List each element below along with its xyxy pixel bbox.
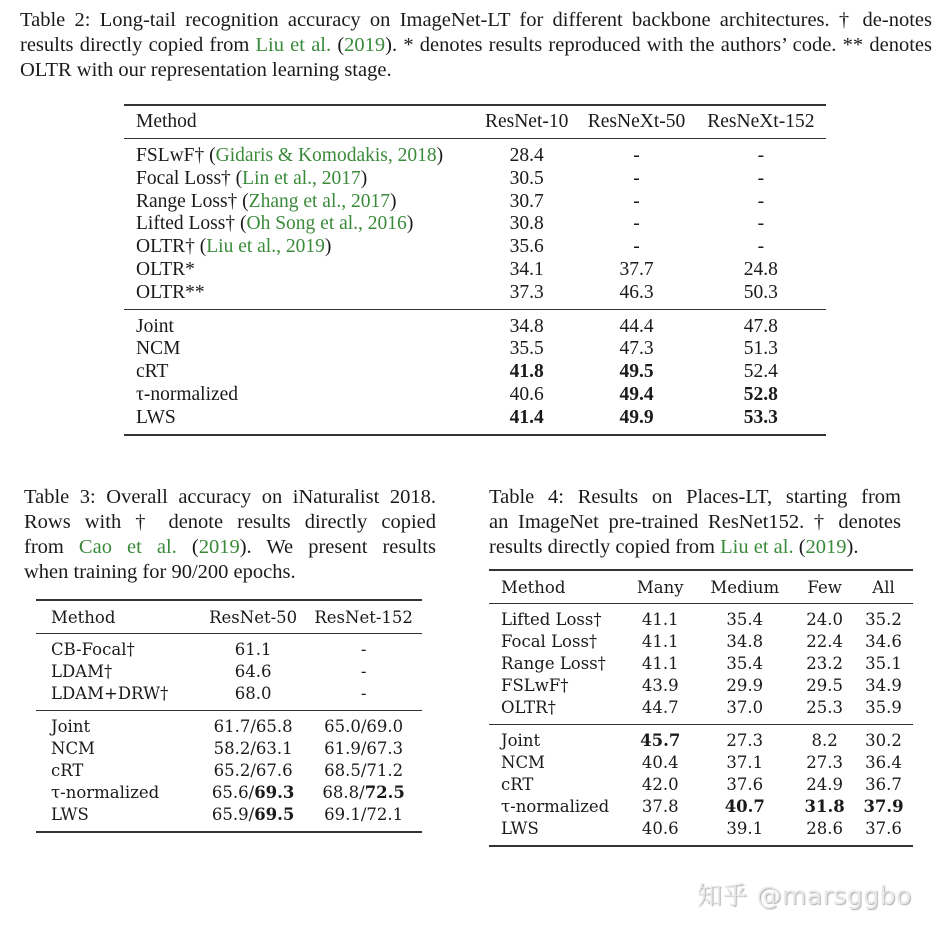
table3-caption-line3 <box>24 535 436 560</box>
slash: / <box>248 805 255 824</box>
value-cell: 44.4 <box>619 315 654 337</box>
paren: ( <box>235 213 247 235</box>
value-cell: 35.5 <box>509 338 544 360</box>
method-citation[interactable]: Gidaris & Komodakis, 2018 <box>215 145 437 166</box>
table-row <box>124 236 826 259</box>
method-cell <box>124 139 476 168</box>
table4-ours-group <box>489 725 913 847</box>
table3-baselines-group <box>36 634 422 711</box>
value-cell: 28.4 <box>509 145 544 166</box>
method-name: Range Loss† <box>501 654 606 673</box>
value-cell: 30.5 <box>509 167 544 189</box>
method-name: Joint <box>51 717 91 736</box>
method-cell <box>124 191 476 214</box>
table-row <box>124 361 826 384</box>
value-cell: 36.4 <box>865 753 902 772</box>
value-cell: 27.3 <box>806 753 843 772</box>
value-cell: 27.3 <box>726 731 764 750</box>
table4-header-medium: Medium <box>710 577 780 597</box>
table-row <box>124 191 826 214</box>
table-row <box>489 752 913 774</box>
table3 <box>36 599 422 833</box>
value-cell: 34.8 <box>509 315 544 337</box>
table-row <box>489 818 913 846</box>
method-cell <box>124 259 476 282</box>
value-cell: - <box>633 167 640 189</box>
paren: ( <box>793 536 806 558</box>
table-row <box>36 683 422 711</box>
paren: ) <box>360 167 368 189</box>
slash: / <box>250 717 256 736</box>
paren: ) <box>324 236 332 258</box>
value-secondary: 67.6 <box>255 761 293 780</box>
value-cell: 37.3 <box>509 281 544 303</box>
value-cell-r50 <box>201 804 305 832</box>
method-cell <box>36 760 201 782</box>
table-row <box>489 725 913 753</box>
value-cell: - <box>757 190 765 212</box>
table2-header-method: Method <box>136 111 197 132</box>
table2-caption-suffix: ). * denotes results reproduced with the authors’ code. ** denotes OLTR with our representation learning stage. <box>20 34 932 81</box>
table3-caption-citation-year[interactable]: 2019 <box>198 536 240 558</box>
table2-header-row <box>124 105 826 139</box>
value-cell: 35.1 <box>865 654 902 673</box>
table-row <box>124 384 826 407</box>
value-cell: 40.7 <box>724 797 765 816</box>
value-cell: 8.2 <box>811 731 838 750</box>
method-cell <box>124 282 476 309</box>
value-cell-r152 <box>305 804 422 832</box>
value-cell: 47.3 <box>619 338 654 360</box>
value-cell-r152 <box>305 760 422 782</box>
table-row <box>489 675 913 697</box>
method-cell <box>124 213 476 236</box>
value-cell: - <box>633 145 640 166</box>
method-name: CB-Focal† <box>51 640 135 659</box>
value-cell: 41.1 <box>641 610 679 629</box>
value-cell: 30.8 <box>509 213 544 235</box>
table-row <box>36 738 422 760</box>
method-name: OLTR** <box>136 281 205 303</box>
method-name: LWS <box>136 406 176 428</box>
table-row <box>124 139 826 168</box>
method-name: LDAM+DRW† <box>51 684 169 703</box>
table3-caption <box>24 485 436 585</box>
method-cell <box>489 604 626 632</box>
paren: ( <box>230 167 243 189</box>
value-cell: - <box>757 167 765 189</box>
value-cell: 51.3 <box>743 338 778 360</box>
method-cell <box>36 804 201 832</box>
value-cell: 23.2 <box>806 654 843 673</box>
value-cell: 29.5 <box>806 676 843 695</box>
value-cell: 34.8 <box>726 632 764 651</box>
slash: / <box>360 805 367 824</box>
method-cell <box>489 818 626 846</box>
table4-header-method: Method <box>501 577 566 597</box>
method-cell <box>124 407 476 435</box>
value-cell: 37.6 <box>726 775 764 794</box>
value-cell-r152 <box>305 711 422 739</box>
value-cell: 35.9 <box>865 698 902 717</box>
value-cell: 49.5 <box>619 361 654 383</box>
value-cell: 34.6 <box>865 632 902 651</box>
method-name: Focal Loss† <box>501 632 598 651</box>
value-cell: 37.6 <box>865 819 902 838</box>
table-row <box>124 213 826 236</box>
table4-caption <box>489 485 901 560</box>
value-primary: 65.2 <box>213 761 251 780</box>
value-cell: 64.6 <box>234 662 272 681</box>
method-cell <box>489 675 626 697</box>
value-cell: 40.6 <box>509 383 544 405</box>
value-secondary: 69.3 <box>254 783 295 802</box>
method-name: LDAM† <box>51 662 113 681</box>
table-row <box>489 604 913 632</box>
paren: ( <box>176 536 199 558</box>
method-cell <box>124 384 476 407</box>
slash: / <box>359 783 365 802</box>
value-cell: 40.6 <box>641 819 679 838</box>
method-name: Focal Loss† <box>136 167 231 189</box>
method-cell <box>489 752 626 774</box>
value-cell: 41.8 <box>509 361 544 383</box>
value-secondary: 65.8 <box>255 717 293 736</box>
value-cell: 49.9 <box>619 406 654 428</box>
table-row <box>124 338 826 361</box>
value-cell: 41.1 <box>641 654 679 673</box>
method-name: NCM <box>51 739 95 758</box>
method-cell <box>489 631 626 653</box>
value-cell: 53.3 <box>743 406 778 428</box>
method-cell <box>36 711 201 739</box>
paren: ( <box>331 34 345 56</box>
text: from <box>24 536 79 558</box>
method-cell <box>36 661 201 683</box>
value-cell: 25.3 <box>806 698 843 717</box>
value-cell-r152 <box>305 782 422 804</box>
text: ). We present results <box>239 536 437 558</box>
value-cell: 24.0 <box>806 610 843 629</box>
slash: / <box>248 783 255 802</box>
method-name: cRT <box>136 361 169 383</box>
value-primary: 65.9 <box>211 805 249 824</box>
method-cell <box>36 782 201 804</box>
value-primary: 65.6 <box>211 783 249 802</box>
method-name: NCM <box>501 753 545 772</box>
value-secondary: 67.3 <box>366 739 404 758</box>
value-cell: - <box>757 213 765 235</box>
method-cell <box>124 361 476 384</box>
value-cell: 35.6 <box>509 236 544 258</box>
value-cell: 35.4 <box>726 654 764 673</box>
method-name: OLTR† <box>501 698 556 717</box>
method-name: OLTR* <box>136 258 195 280</box>
value-cell: - <box>633 190 640 212</box>
table4-caption-line3 <box>489 535 901 560</box>
value-secondary: 69.0 <box>366 717 404 736</box>
table4-caption-citation-author[interactable]: Liu et al. <box>720 536 794 558</box>
method-cell <box>124 168 476 191</box>
table-row <box>489 796 913 818</box>
table-row <box>36 760 422 782</box>
table-row <box>489 774 913 796</box>
method-cell <box>489 725 626 753</box>
table3-header-resnet152: ResNet-152 <box>314 607 413 627</box>
value-cell: 22.4 <box>806 632 843 651</box>
value-cell: 31.8 <box>804 797 845 816</box>
paren: ( <box>237 190 249 212</box>
value-cell: 35.4 <box>726 610 764 629</box>
value-cell: 52.4 <box>743 361 778 383</box>
value-cell: 46.3 <box>619 281 654 303</box>
value-cell: - <box>633 213 640 235</box>
value-secondary: 71.2 <box>366 761 404 780</box>
table3-ours-group <box>36 711 422 833</box>
table4-header-many: Many <box>636 577 684 597</box>
method-name: Joint <box>136 315 174 337</box>
table4-header-all: All <box>872 577 895 597</box>
method-cell <box>489 697 626 725</box>
value-primary: 61.9 <box>324 739 361 758</box>
table4-caption-citation-year[interactable]: 2019 <box>805 536 847 558</box>
value-cell: 37.1 <box>726 753 764 772</box>
value-primary: 58.2 <box>213 739 251 758</box>
table-row <box>124 282 826 309</box>
table-row <box>124 168 826 191</box>
table3-caption-line1: Table 3: Overall accuracy on iNaturalist 2018. <box>24 486 436 508</box>
table3-header-resnet50: ResNet-50 <box>209 607 298 627</box>
slash: / <box>250 739 256 758</box>
table3-header-row <box>36 600 422 634</box>
table3-caption-line4: when training for 90/200 epochs. <box>24 561 296 583</box>
method-cell <box>36 683 201 711</box>
value-cell: 47.8 <box>743 315 778 337</box>
zhihu-watermark: 知乎 @marsggbo <box>697 881 912 910</box>
value-cell: 50.3 <box>743 281 778 303</box>
table4-header-few: Few <box>807 577 842 597</box>
method-name: cRT <box>51 761 84 780</box>
table-row <box>36 711 422 739</box>
method-name: LWS <box>501 819 539 838</box>
value-cell: 40.4 <box>641 753 679 772</box>
slash: / <box>360 717 367 736</box>
table3-caption-citation-author[interactable]: Cao et al. <box>78 536 177 558</box>
value-cell: - <box>360 640 367 659</box>
method-name: τ-normalized <box>51 783 160 802</box>
table2-header-resnet10: ResNet-10 <box>484 111 569 132</box>
value-cell: 44.7 <box>641 698 679 717</box>
table4-caption-line2: an ImageNet pre-trained ResNet152. † denotes <box>489 511 901 533</box>
value-cell: 34.1 <box>509 258 544 280</box>
method-name: τ-normalized <box>136 383 239 405</box>
value-cell: 37.8 <box>641 797 679 816</box>
value-cell: 37.9 <box>863 797 904 816</box>
value-cell: 52.8 <box>743 383 778 405</box>
text: results directly copied from <box>489 536 721 558</box>
table2-caption-prefix: Table 2: Long-tail recognition accuracy on ImageNet-LT for different backbone architectures. † de-notes results directly copied from <box>20 9 932 56</box>
method-name: cRT <box>501 775 534 794</box>
value-cell: 36.7 <box>865 775 902 794</box>
table-row <box>36 782 422 804</box>
method-name: Lifted Loss† <box>501 610 602 629</box>
value-cell: - <box>757 145 765 166</box>
method-citation[interactable]: Zhang et al., 2017 <box>248 190 390 212</box>
table2-baselines-group <box>124 139 826 310</box>
method-citation[interactable]: Liu et al., 2019 <box>206 236 325 258</box>
table-row <box>489 631 913 653</box>
value-cell: 41.4 <box>509 406 544 428</box>
method-cell <box>124 338 476 361</box>
method-citation[interactable]: Lin et al., 2017 <box>242 167 361 189</box>
value-primary: 69.1 <box>324 805 361 824</box>
value-cell: 68.0 <box>234 684 272 703</box>
value-cell-r50 <box>201 760 305 782</box>
value-secondary: 72.5 <box>364 783 405 802</box>
value-cell: 24.8 <box>743 258 778 280</box>
method-citation[interactable]: Oh Song et al., 2016 <box>246 213 407 235</box>
method-cell <box>36 634 201 662</box>
value-cell-r152 <box>305 738 422 760</box>
method-cell <box>36 738 201 760</box>
value-cell: - <box>360 684 367 703</box>
value-cell-r50 <box>201 782 305 804</box>
value-cell: 37.0 <box>726 698 764 717</box>
value-cell-r50 <box>201 711 305 739</box>
value-cell: - <box>360 662 367 681</box>
table-row <box>124 309 826 338</box>
value-cell: 42.0 <box>641 775 679 794</box>
table2-caption-citation-author[interactable]: Liu et al. <box>255 34 332 56</box>
table-row <box>36 634 422 662</box>
value-cell: 41.1 <box>641 632 679 651</box>
table4-caption-line1: Table 4: Results on Places-LT, starting from <box>489 486 901 508</box>
value-cell: 24.9 <box>806 775 843 794</box>
paren: ) <box>436 145 444 166</box>
table2 <box>124 104 826 436</box>
value-secondary: 72.1 <box>366 805 404 824</box>
method-name: NCM <box>136 338 181 360</box>
slash: / <box>360 761 367 780</box>
table-row <box>124 407 826 435</box>
table2-ours-group <box>124 309 826 434</box>
table-row <box>489 697 913 725</box>
value-cell: 39.1 <box>726 819 764 838</box>
table-row <box>36 804 422 832</box>
value-cell: 30.7 <box>509 190 544 212</box>
text: ). <box>846 536 859 558</box>
value-cell: 30.2 <box>865 731 902 750</box>
table2-header-resnext152: ResNeXt-152 <box>707 111 815 132</box>
value-secondary: 69.5 <box>254 805 295 824</box>
method-name: Joint <box>501 731 541 750</box>
method-cell <box>124 309 476 338</box>
method-name: Range Loss† <box>136 190 238 212</box>
slash: / <box>250 761 256 780</box>
method-cell <box>489 653 626 675</box>
table-row <box>124 259 826 282</box>
value-cell: 45.7 <box>640 731 681 750</box>
table-row <box>489 653 913 675</box>
value-cell: - <box>757 236 765 258</box>
value-cell-r50 <box>201 738 305 760</box>
value-cell: 35.2 <box>865 610 902 629</box>
slash: / <box>360 739 367 758</box>
value-cell: 34.9 <box>865 676 902 695</box>
paren: ( <box>194 236 207 258</box>
paren: ( <box>204 145 216 166</box>
paren: ) <box>406 213 414 235</box>
value-cell: 28.6 <box>806 819 843 838</box>
table2-header-resnext50: ResNeXt-50 <box>587 111 686 132</box>
table2-caption-citation-year[interactable]: 2019 <box>344 34 386 56</box>
value-cell: - <box>633 236 640 258</box>
method-name: τ-normalized <box>501 797 610 816</box>
value-primary: 61.7 <box>213 717 251 736</box>
value-cell: 49.4 <box>619 383 654 405</box>
value-primary: 68.5 <box>324 761 361 780</box>
table-row <box>36 661 422 683</box>
value-secondary: 63.1 <box>255 739 293 758</box>
table3-caption-line2: Rows with † denote results directly copied <box>24 511 436 533</box>
table3-header-method: Method <box>51 607 116 627</box>
method-cell <box>489 796 626 818</box>
table4 <box>489 569 913 847</box>
value-cell: 29.9 <box>726 676 764 695</box>
method-cell <box>489 774 626 796</box>
table2-caption <box>20 8 932 83</box>
method-cell <box>124 236 476 259</box>
table4-header-row <box>489 570 913 604</box>
method-name: FSLwF† <box>136 145 205 166</box>
method-name: OLTR† <box>136 236 195 258</box>
table4-baselines-group <box>489 604 913 725</box>
method-name: LWS <box>51 805 89 824</box>
value-cell: 61.1 <box>234 640 272 659</box>
value-cell: 43.9 <box>641 676 679 695</box>
method-name: FSLwF† <box>501 676 569 695</box>
paren: ) <box>390 190 397 212</box>
value-primary: 68.8 <box>322 783 360 802</box>
method-name: Lifted Loss† <box>136 213 236 235</box>
value-cell: 37.7 <box>619 258 654 280</box>
value-primary: 65.0 <box>324 717 361 736</box>
